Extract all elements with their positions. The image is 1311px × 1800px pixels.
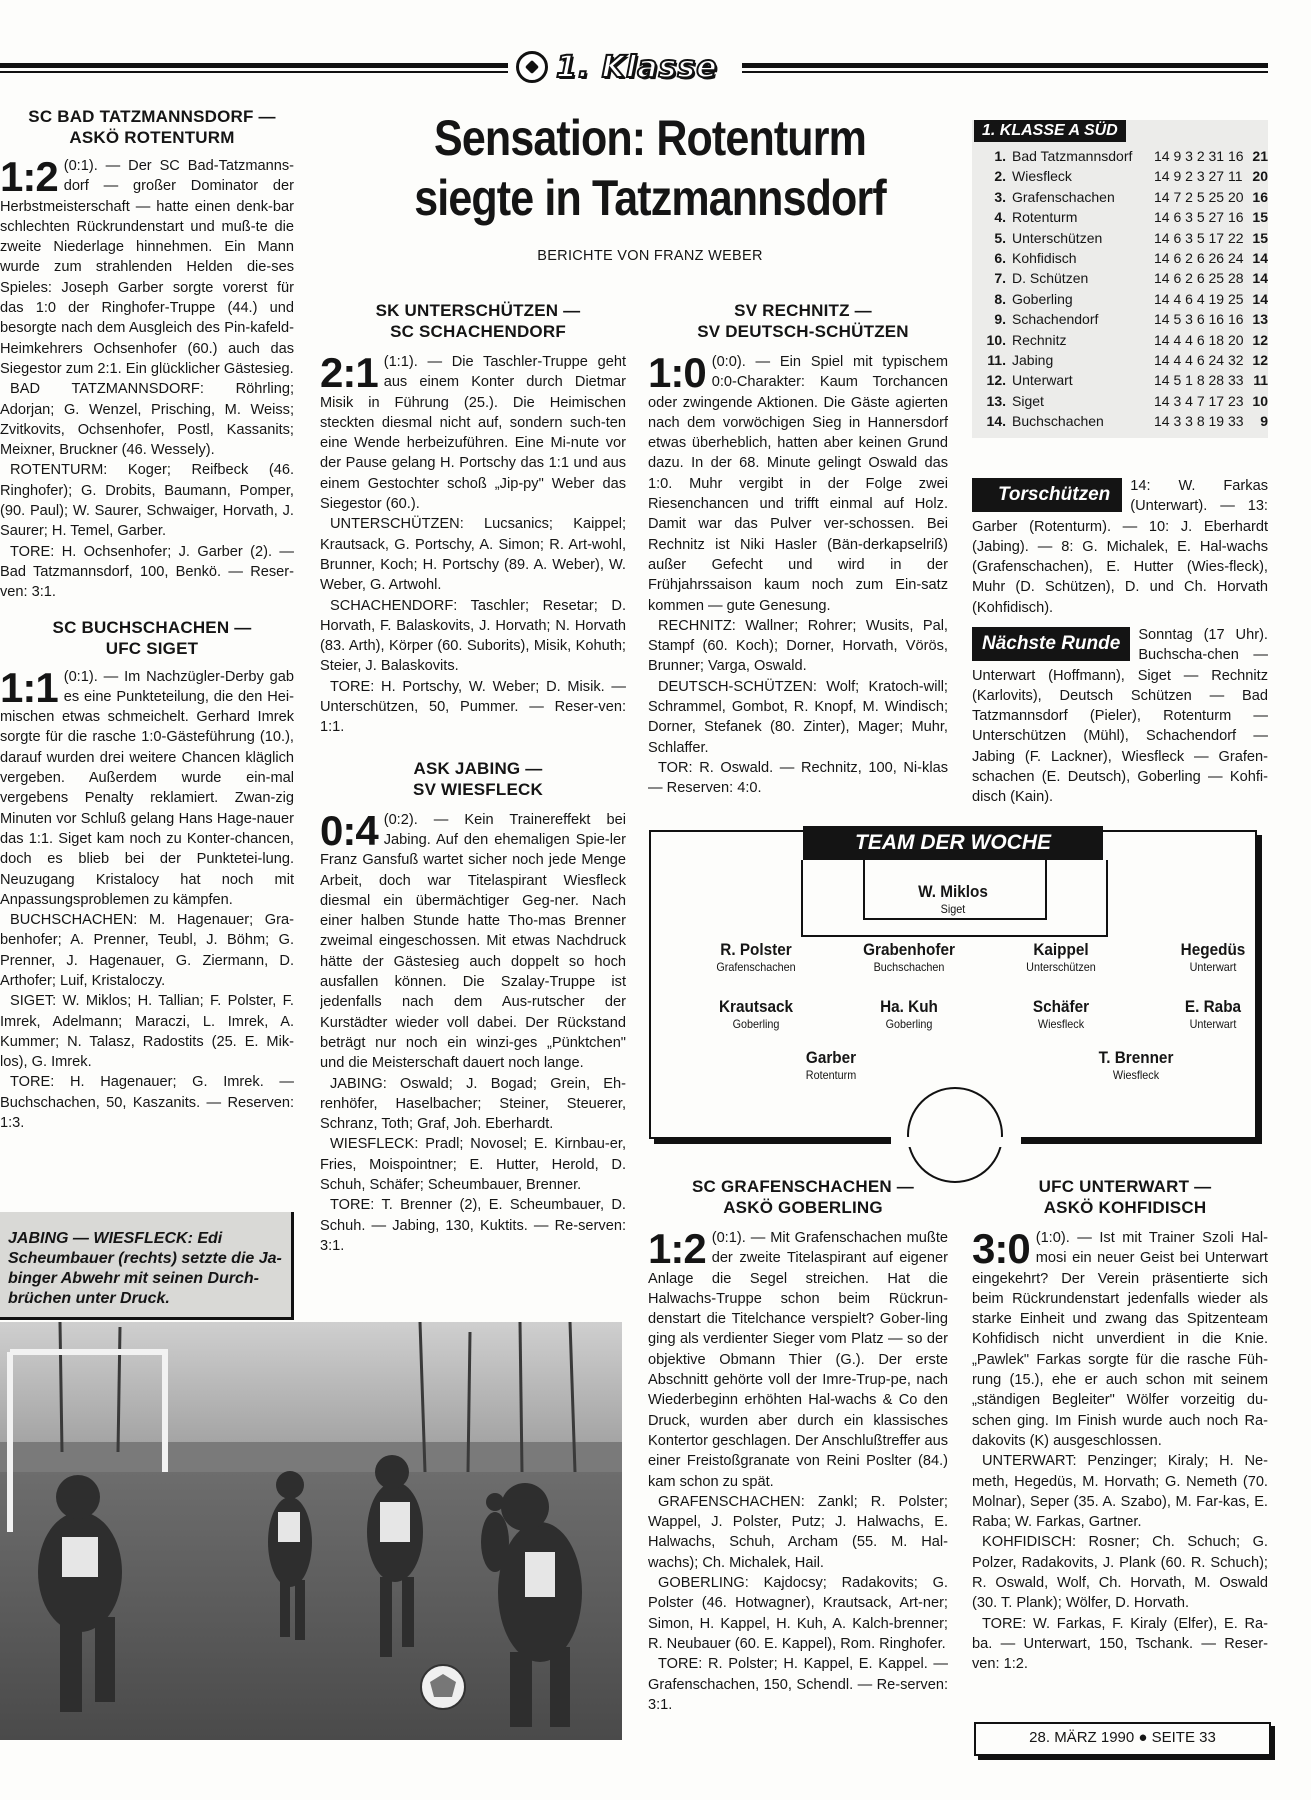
table-team: Unterschützen [1012,229,1103,246]
table-stats: 14 6 3 5 17 22 [1154,229,1244,246]
table-rank: 4. [994,209,1006,226]
player-name: Krautsack [719,997,793,1016]
table-rank: 6. [994,250,1006,267]
next-round-label: Nächste Runde [972,627,1130,661]
team-player [834,997,984,1031]
next-round-box [972,625,1268,815]
match-score: 1:0 [648,349,706,396]
match-report: (0:1). — Der SC Bad-Tatzmanns-dorf — großer Dominator der Herbstmeisterschaft — hatte einen denk-bar schlechten Rückrundenstart und muß-te die zweite Niederlage hinnehmen. Ein Mann wurde zum strahlenden Helden die-ses Spieles: Joseph Garber sorgte vorerst für das 1:0 der Ringhofer-Truppe (44.) und besorgte nach dem Ausgleich des Pin-kafeld-Heimkehrers Ochsenhofer (60.) auch das Siegestor zum 2:1. Ein glücklicher Gästesieg. [0,158,294,377]
table-team: Grafenschachen [1012,188,1115,205]
banner-rule-left-thin [0,71,508,73]
table-stats: 14 4 4 6 18 20 [1154,331,1244,348]
table-stats: 14 9 2 3 27 11 [1154,168,1243,185]
table-row [976,370,1268,390]
soccer-ball-icon [516,51,548,83]
player-club: Wiesfleck [1112,1068,1160,1082]
table-row [976,309,1268,329]
table-points: 9 [1260,413,1268,430]
table-rank: 10. [986,331,1006,348]
league-table [976,146,1268,432]
table-points: 14 [1252,270,1268,287]
team-player [1061,1048,1211,1082]
table-row [976,207,1268,227]
table-team: Rotenturm [1012,209,1078,226]
team-player [756,1048,906,1082]
match-heading: ASK JABING — [413,758,543,778]
table-stats: 14 6 2 6 25 28 [1154,270,1244,287]
table-stats: 14 4 6 4 19 25 [1154,290,1244,307]
table-row [976,187,1268,207]
player-name: Garber [805,1048,857,1067]
table-row [976,146,1268,166]
centre-circle-mask [891,1137,1021,1147]
match-goals: TORE: R. Polster; H. Kappel, E. Kappel. — Grafenschachen, 150, Schendl. — Re-serven: 3:1. [648,1656,948,1713]
player-name: Ha. Kuh [880,997,938,1016]
lineup-home: UNTERWART: Penzinger; Kiraly; H. Ne-meth, Hegedüs, M. Horvath; G. Nemeth (70. Molnar), Seper (35. A. Szabo), M. Far-kas, E. Raba; W. Farkas, Gartner. [972,1453,1268,1531]
table-team: Rechnitz [1012,331,1067,348]
match-goals: TOR: R. Oswald. — Rechnitz, 100, Ni-klas — Reserven: 4:0. [648,759,948,797]
player-name: W. Miklos [918,882,988,901]
player-name: Hegedüs [1180,940,1246,959]
player-club: Goberling [732,1017,780,1031]
table-team: Wiesfleck [1012,168,1072,185]
table-row [976,391,1268,411]
table-row [976,248,1268,268]
match-heading: SC SCHACHENDORF [390,322,566,341]
match-goals: TORE: H. Portschy, W. Weber; D. Misik. — Unterschützen, 50, Pummer. — Reser-ven: 1:1. [320,678,626,736]
table-row [976,228,1268,248]
table-stats: 14 5 3 6 16 16 [1154,311,1244,328]
photo-caption: JABING — WIESFLECK: Edi Scheumbauer (rechts) setzte die Ja-binger Abwehr mit seinen Durch-brüchen unter Druck. [0,1212,294,1320]
league-table-title: 1. KLASSE A SÜD [974,120,1126,142]
player-club: Goberling [885,1017,933,1031]
player-club: Siget [940,902,966,916]
table-points: 11 [1253,372,1268,389]
table-row [976,411,1268,431]
headline-line-2: siegte in Tatzmannsdorf [414,170,886,226]
match-heading: SC BAD TATZMANNSDORF — [28,107,276,126]
lineup-home: UNTERSCHÜTZEN: Lucsanics; Kaippel; Krautsack, G. Portschy, A. Simon; R. Art-wohl, Brunner, Koch; H. Portschy (89. A. Weber), W. Weber, G. Artwohl. [320,516,626,594]
table-rank: 7. [994,270,1006,287]
lineup-away: SCHACHENDORF: Taschler; Resetar; D. Horvath, F. Balaskovits, J. Horvath; N. Horvath (83. Arth), Körper (60. Suborits), Misik, Kohuth; Steier, J. Balaskovits. [320,597,626,675]
match-report: (0:0). — Ein Spiel mit typischem 0:0-Charakter: Kaum Torchancen oder zwingende Aktionen. Die Gäste agierten nach dem vorwöchigen Sieg in Hannersdorf etwas überheblich, hatten aber keinen Grund dazu. In der 68. Minute gelingt Oswald das 1:0. Muhr vergibt in der Folge zwei Riesenchancen und trifft einmal auf Holz. Damit war das Pulver ver-schossen. Bei Rechnitz ist Niki Hasler (Bän-derkapselriß) außer Gefecht und wird in der Frühjahrssaison kaum noch zum Ein-satz kommen — gute Genesung. [648,354,948,614]
scorers-text: 14: W. Farkas (Unterwart). — 13: Garber (Rotenturm). — 10: J. Eberhardt (Jabing). — 8: G. Michalek, E. Hal-wachs (Grafenschachen), E. Hutter (Wies-fleck), Muhr (D. Schützen), D. und Ch. Horvath (Kohfidisch). [972,478,1268,616]
table-points: 14 [1252,250,1268,267]
table-row [976,166,1268,186]
scorers-box [972,476,1268,621]
table-stats: 14 7 2 5 25 20 [1154,188,1244,205]
table-team: Jabing [1012,352,1054,369]
table-rank: 8. [994,290,1006,307]
table-team: Buchschachen [1012,413,1104,430]
match-score: 1:2 [648,1225,706,1272]
table-team: Siget [1012,392,1044,409]
match-score: 2:1 [320,349,378,396]
table-row [976,330,1268,350]
team-player [681,997,831,1031]
headline-line-1: Sensation: Rotenturm [434,110,866,166]
match-report: (0:1). — Im Nachzügler-Derby gab es eine Punkteteilung, die den Hei-mischen etwas schmeichelt. Gerhard Imrek sorgte für die rasche 1:0-Gästeführung (10.), darauf wurden drei weitere Chancen kläglich vergeben. Außerdem wurde ein-mal vergebens Penalty reklamiert. Zwan-zig Minuten vor Schluß gelang Hans Hage-nauer das 1:1. Siget kam noch zu Konter-chancen, doch es blieb bei der Punktetei-lung. Neuzugang Kristalocy hat noch mit Anpassungsproblemen zu kämpfen. [0,668,294,908]
next-round-text: Sonntag (17 Uhr). Buchscha-chen — Unterwart (Hoffmann), Siget — Rechnitz (Karlovits), Deutsch Schützen — Bad Tatzmannsdorf (Pieler), Rotenturm — Unterschützen (Mühl), Schachendorf — Jabing (F. Lackner), Wiesfleck — Grafen-schachen (E. Deutsch), Goberling — Kohfi-disch (Kain). [972,627,1268,806]
table-points: 16 [1252,188,1268,205]
player-club: Wiesfleck [1037,1017,1085,1031]
match-heading: SC BUCHSCHACHEN — [52,617,252,637]
lineup-away: SIGET: W. Miklos; H. Tallian; F. Polster, F. Imrek, Adelmann; Maraczi, L. Imrek, A. Kummer; N. Talasz, Radostits (25. E. Mik-los), G. Imrek. [0,993,294,1071]
player-club: Buchschachen [873,960,945,974]
table-row [976,289,1268,309]
byline: BERICHTE VON FRANZ WEBER [537,248,763,264]
table-points: 10 [1252,392,1268,409]
table-rank: 9. [994,311,1006,328]
team-player [1138,997,1288,1031]
player-name: T. Brenner [1098,1048,1174,1067]
match-heading: UFC SIGET [105,638,199,658]
lineup-home: BUCHSCHACHEN: M. Hagenauer; Gra-benhofer; A. Prenner, Teubl, J. Böhm; G. Prenner, J. Hagenauer, G. Ziermann, D. Arthofer; Luif, Kristaloczy. [0,912,294,989]
banner-rule-left [0,63,508,68]
team-of-the-week [649,830,1257,1139]
match-heading: SV WIESFLECK [413,779,543,799]
banner-rule-right-thin [742,71,1268,73]
match-heading: SK UNTERSCHÜTZEN — [375,301,581,320]
article-col-3b [648,1176,948,1766]
match-score: 1:1 [0,663,58,711]
table-points: 15 [1252,229,1268,246]
player-name: R. Polster [720,940,792,959]
match-heading: SC GRAFENSCHACHEN — [692,1177,914,1196]
article-col-4b [972,1176,1268,1716]
table-row [976,350,1268,370]
table-points: 15 [1252,209,1268,226]
centre-circle [907,1087,1003,1183]
table-team: Unterwart [1012,372,1073,389]
match-goals: TORE: T. Brenner (2), E. Scheumbauer, D. Schuh. — Jabing, 130, Kuktits. — Re-serven: 3:1. [320,1197,626,1254]
table-stats: 14 6 3 5 27 16 [1154,209,1244,226]
match-goals: TORE: H. Ochsenhofer; J. Garber (2). — Bad Tatzmannsdorf, 100, Benkö. — Reser-ven: 3:1. [0,543,294,601]
match-score: 3:0 [972,1225,1030,1272]
table-rank: 13. [986,392,1006,409]
lineup-home: RECHNITZ: Wallner; Rohrer; Wusits, Pal, Stampf (60. Koch); Dorner, Horvath, Vörös, Brunner; Varga, Oswald. [648,617,948,675]
lineup-home: JABING: Oswald; J. Bogad; Grein, Eh-renhöfer, Haselbacher; Steiner, Steuerer, Schranz, Toth; Graf, Joh. Eberhardt. [320,1075,626,1133]
player-name: Grabenhofer [863,940,955,959]
match-report: (0:1). — Mit Grafenschachen mußte der zweite Titelaspirant auf eigener Anlage die Segel streichen. Hat die Halwachs-Truppe schon beim Rückrun-denstart die Titelchance verspielt? Gober-ling ging als verdienter Sieger vom Platz — so der objektive Obmann Thier (G.). Der erste Abschnitt gehörte voll der Imre-Trup-pe, nach Wiederbeginn erhöhten Hal-wachs & Co den Druck, wurden aber durch ein klassisches Kontertor geschlagen. Der Anschlußtreffer aus einer Freistoßgranate von Reini Poslter (84.) kam schon zu spät. [648,1230,948,1490]
lineup-home: GRAFENSCHACHEN: Zankl; R. Polster; Wappel, J. Polster, Putz; J. Halwachs, E. Halwachs, Schuh, Archam (55. M. Hal-wachs); Ch. Michalek, Hail. [648,1493,948,1571]
match-heading: UFC UNTERWART — [1038,1177,1212,1196]
table-stats: 14 6 2 6 26 24 [1154,250,1244,267]
lineup-away: GOBERLING: Kajdocsy; Radakovits; G. Polster (46. Hotwagner), Krautsack, Art-ner; Simon, H. Kappel, H. Kuh, A. Kalch-brenner; R. Neubauer (60. E. Kappel), Rom. Ringhofer. [648,1575,948,1652]
match-report: (1:0). — Ist mit Trainer Szoli Hal-mosi ein neuer Geist bei Unterwart eingekehrt? Der Verein präsentierte sich beim Rückrundenstart jedenfalls wieder als starke Einheit und zwang das Spitzenteam Kohfidisch nicht unverdient in die Knie. „Pawlek" Farkas sorgte für die rasche Füh-rung (15.), ehe er auch schon mit seinem „ständigen Begleiter" Wölfer vorzeitig du-schen ging. Im Finish wurde auch noch Ra-dakovits (K) ausgeschlossen. [972,1230,1268,1449]
team-player [986,940,1136,974]
table-rank: 14. [986,413,1006,430]
page-footer: 28. MÄRZ 1990 ● SEITE 33 [974,1722,1271,1756]
match-score: 0:4 [320,806,378,854]
player-name: Kaippel [1033,940,1089,959]
match-goals: TORE: H. Hagenauer; G. Imrek. — Buchschachen, 50, Kaszanits. — Reserven: 1:3. [0,1074,294,1132]
match-report: (0:2). — Kein Trainereffekt bei Jabing. Auf den ehemaligen Spie-ler Franz Gansfuß wartet sicher noch jede Menge Arbeit, doch war Titelaspirant Wiesfleck diesmal ein übermächtiger Geg-ner. Nach einer halben Stunde hatte Tho-mas Brenner zweimal eingeschossen. Mit etwas Nachdruck hätte der Gästesieg auch doppelt so hoch ausfallen können. Die Szalay-Truppe ist jedenfalls nach dem Aus-rutscher der Kurstädter wieder voll dabei. Der Rückstand beträgt nur noch ein winzi-ges „Pünktchen" und die Meisterschaft dauert noch lange. [320,811,626,1072]
match-heading: ASKÖ ROTENTURM [69,128,235,147]
lineup-away: ROTENTURM: Koger; Reifbeck (46. Ringhofer); G. Drobits, Baumann, Pomper, (90. Paul); W. Saurer, Schwaiger, Horvath, J. Saurer; H. Temel, Garber. [0,462,294,540]
table-row [976,268,1268,288]
team-player [681,940,831,974]
table-rank: 11. [987,352,1006,369]
player-name: Schäfer [1032,997,1090,1016]
table-stats: 14 3 3 8 19 33 [1154,413,1244,430]
article-col-1 [0,106,294,1206]
match-score: 1:2 [0,153,58,200]
table-team: Bad Tatzmannsdorf [1012,148,1133,164]
table-stats: 14 3 4 7 17 23 [1154,392,1244,409]
article-col-2 [320,300,626,1320]
lineup-away: KOHFIDISCH: Rosner; Ch. Schuch; G. Polzer, Radakovits, J. Plank (60. R. Schuch); R. Oswald, Wolf, Ch. Horvath, M. Oswald (30. T. Plank); Wölfer, D. Horvath. [972,1534,1268,1612]
table-points: 14 [1252,290,1268,307]
table-stats: 14 4 4 6 24 32 [1154,352,1244,369]
match-heading: ASKÖ KOHFIDISCH [1043,1198,1207,1217]
match-heading: SV DEUTSCH-SCHÜTZEN [697,322,909,341]
section-title: 1. Klasse [556,49,718,85]
table-rank: 5. [994,229,1006,246]
article-col-3 [648,300,948,815]
table-team: Kohfidisch [1012,250,1077,267]
table-stats: 14 5 1 8 28 33 [1154,372,1244,389]
league-table-box [972,120,1268,438]
player-club: Grafenschachen [716,960,796,974]
player-club: Unterwart [1189,960,1237,974]
team-player [834,940,984,974]
table-team: D. Schützen [1012,270,1089,287]
headline [409,108,891,228]
team-player [878,882,1028,916]
player-club: Rotenturm [805,1068,857,1082]
lineup-home: BAD TATZMANNSDORF: Röhrling; Adorjan; G. Wenzel, Prisching, M. Weiss; Zvitkovits, Ochsenhofer, Postl, Kassanits; Meixner, Bruckner (46. Wessely). [0,381,294,459]
match-report: (1:1). — Die Taschler-Truppe geht aus einem Konter durch Dietmar Misik in Führung (25.). Die Heimischen steckten diesmal nicht auf, sondern such-ten eine Wende herbeizuführen. Eine Mi-nute vor der Pause gelang H. Portschy das 1:1 und aus einem Gestochter schoß „Jip-py" Weber das Siegestor (60.). [320,354,626,513]
table-points: 20 [1252,168,1268,185]
lineup-away: DEUTSCH-SCHÜTZEN: Wolf; Kratoch-will; Schrammel, Gombot, R. Knopf, M. Windisch; Dorner, Stefanek (80. Zinter), Mager; Muhr, Schlaffer. [648,678,948,756]
table-points: 21 [1252,148,1268,164]
match-photo [0,1322,622,1740]
player-club: Unterschützen [1026,960,1096,974]
table-points: 12 [1252,331,1268,348]
match-heading: ASKÖ GOBERLING [723,1198,883,1217]
scorers-label: Torschützen [972,478,1122,512]
section-banner [516,47,718,87]
table-rank: 3. [994,188,1006,205]
match-heading: SV RECHNITZ — [734,301,872,320]
table-team: Goberling [1012,290,1073,307]
team-title: TEAM DER WOCHE [803,826,1103,860]
match-goals: TORE: W. Farkas, F. Kiraly (Elfer), E. Ra-ba. — Unterwart, 150, Tschank. — Reser-ven: 1:2. [972,1615,1268,1673]
table-stats: 14 9 3 2 31 16 [1154,148,1244,164]
team-player [986,997,1136,1031]
table-points: 13 [1252,311,1268,328]
team-player [1138,940,1288,974]
table-rank: 12. [986,372,1006,389]
table-points: 12 [1252,352,1268,369]
table-team: Schachendorf [1012,311,1099,328]
table-rank: 1. [994,148,1006,164]
player-club: Unterwart [1189,1017,1237,1031]
player-name: E. Raba [1184,997,1242,1016]
banner-rule-right [742,63,1268,68]
lineup-away: WIESFLECK: Pradl; Novosel; E. Kirnbau-er, Fries, Moispointner; E. Hutter, Herold, D. Schuh, Schäfer; Scheumbauer, Brenner. [320,1136,626,1193]
table-rank: 2. [994,168,1006,185]
